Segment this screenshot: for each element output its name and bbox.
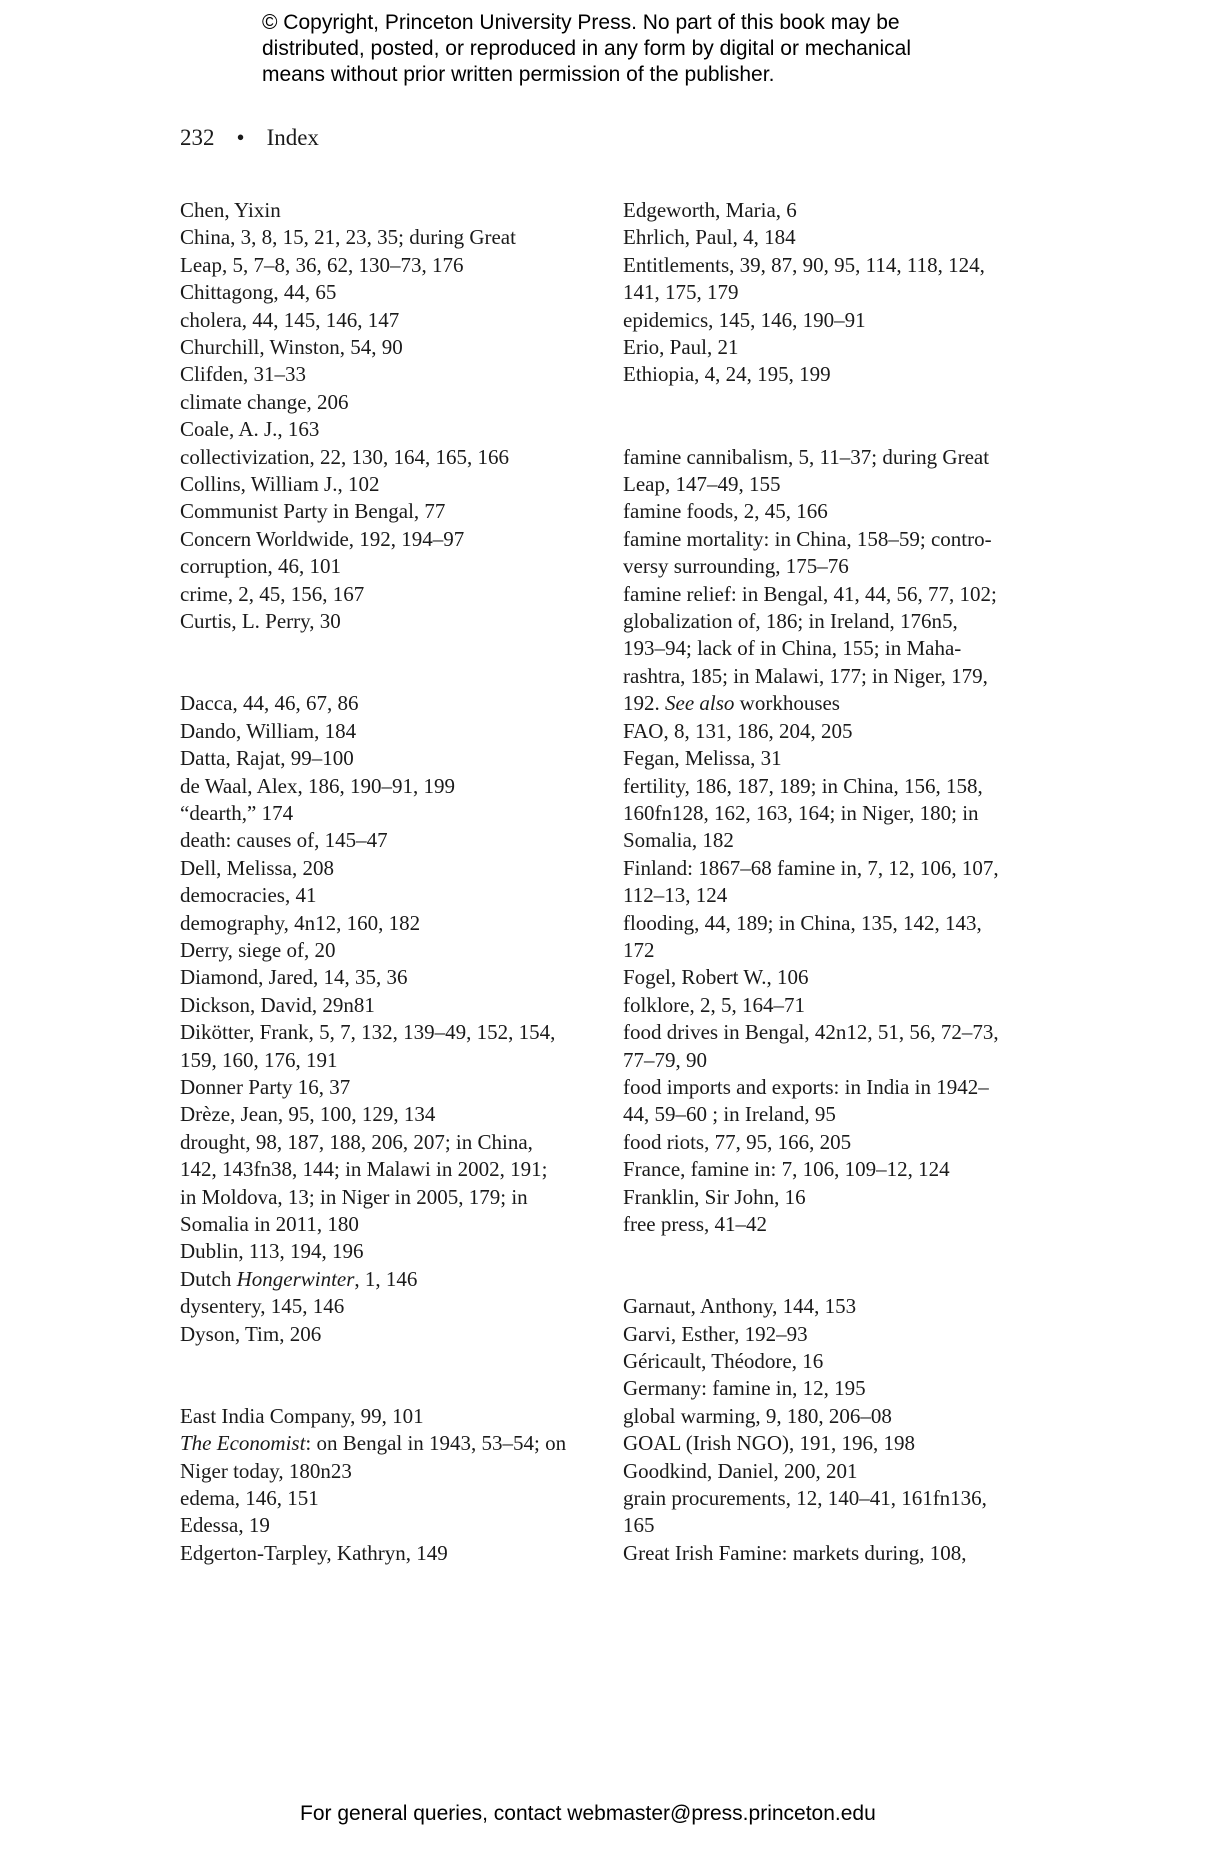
- index-entry-line: cholera, 44, 145, 146, 147: [180, 307, 400, 332]
- index-entry: [623, 910, 1053, 965]
- index-column-left: [180, 197, 600, 1567]
- index-entry: [180, 1430, 600, 1485]
- index-entry-line: famine foods, 2, 45, 166: [623, 499, 828, 524]
- index-entry: [180, 1321, 600, 1348]
- index-entry: [623, 992, 1053, 1019]
- index-entry-line: globalization of, 186; in Ireland, 176n5,: [623, 609, 958, 634]
- index-entry-line: Curtis, L. Perry, 30: [180, 609, 341, 634]
- index-entry: [180, 1074, 600, 1101]
- index-entry: [180, 1266, 600, 1293]
- index-entry-line: Great Irish Famine: markets during, 108,: [623, 1540, 967, 1565]
- index-entry-line: East India Company, 99, 101: [180, 1403, 424, 1428]
- index-entry-line: Leap, 147–49, 155: [623, 472, 781, 497]
- index-entry: [180, 745, 600, 772]
- index-entry: [180, 800, 600, 827]
- index-entry-line: Diamond, Jared, 14, 35, 36: [180, 965, 408, 990]
- index-entry-line: famine mortality: in China, 158–59; contro-: [623, 526, 992, 551]
- index-entry: [180, 882, 600, 909]
- index-entry: [623, 1348, 1053, 1375]
- index-entry: [623, 197, 1053, 224]
- letter-gap: [180, 636, 600, 691]
- index-entry: [180, 224, 600, 279]
- index-entry-line: Franklin, Sir John, 16: [623, 1184, 806, 1209]
- index-entry: [180, 361, 600, 388]
- index-entry-line: Niger today, 180n23: [180, 1458, 352, 1483]
- index-column-right: [623, 197, 1053, 1567]
- index-entry-line: versy surrounding, 175–76: [623, 554, 849, 579]
- entry-text: 192.: [623, 691, 665, 716]
- index-entry: [180, 1101, 600, 1128]
- index-entry: [623, 855, 1053, 910]
- index-entry: [623, 1375, 1053, 1402]
- index-entry: [623, 444, 1053, 499]
- index-entry-line: Edessa, 19: [180, 1513, 270, 1538]
- index-entry: [180, 964, 600, 991]
- index-entry-line: Chittagong, 44, 65: [180, 280, 337, 305]
- index-entry-line: food imports and exports: in India in 1942–: [623, 1074, 989, 1099]
- index-entry-line: [623, 690, 1053, 717]
- index-entry-line: corruption, 46, 101: [180, 554, 341, 579]
- entry-text: Dutch: [180, 1266, 237, 1291]
- index-entry: [623, 1211, 1053, 1238]
- entry-italic-text: See also: [665, 691, 735, 716]
- entry-italic-text: Hongerwinter: [236, 1266, 355, 1291]
- index-entry: [623, 224, 1053, 251]
- index-entry: [623, 1293, 1053, 1320]
- index-entry-line: Leap, 5, 7–8, 36, 62, 130–73, 176: [180, 252, 464, 277]
- index-entry-line: “dearth,” 174: [180, 800, 294, 825]
- entry-text: : on Bengal in 1943, 53–54; on: [305, 1431, 567, 1456]
- index-entry-line: dysentery, 145, 146: [180, 1294, 345, 1319]
- index-entry: [623, 1156, 1053, 1183]
- index-entry-line: collectivization, 22, 130, 164, 165, 166: [180, 444, 509, 469]
- index-entry-line: rashtra, 185; in Malawi, 177; in Niger, 179,: [623, 663, 988, 688]
- index-entry-line: [180, 1430, 600, 1457]
- index-entry: [180, 855, 600, 882]
- index-entry-line: Datta, Rajat, 99–100: [180, 746, 354, 771]
- index-entry: [623, 1129, 1053, 1156]
- index-entry: [180, 553, 600, 580]
- section-title: Index: [266, 125, 319, 150]
- entry-text: workhouses: [734, 691, 840, 716]
- index-entry-line: China, 3, 8, 15, 21, 23, 35; during Great: [180, 225, 516, 250]
- index-entry: [180, 910, 600, 937]
- index-entry: [623, 1430, 1053, 1457]
- index-entry-line: Géricault, Théodore, 16: [623, 1349, 824, 1374]
- index-entry: [623, 1074, 1053, 1129]
- index-entry-line: Fogel, Robert W., 106: [623, 965, 809, 990]
- index-entry: [180, 827, 600, 854]
- index-entry: [180, 444, 600, 471]
- index-entry-line: Erio, Paul, 21: [623, 335, 739, 360]
- index-entry: [180, 1403, 600, 1430]
- index-entry-line: Dacca, 44, 46, 67, 86: [180, 691, 359, 716]
- index-entry: [180, 718, 600, 745]
- index-entry: [180, 1019, 600, 1074]
- index-entry: [623, 1403, 1053, 1430]
- copyright-line: means without prior written permission of the publisher.: [262, 63, 775, 86]
- index-entry-line: Edgerton-Tarpley, Kathryn, 149: [180, 1540, 448, 1565]
- index-entry-line: Drèze, Jean, 95, 100, 129, 134: [180, 1102, 436, 1127]
- index-entry-line: Communist Party in Bengal, 77: [180, 499, 446, 524]
- index-entry-line: 142, 143fn38, 144; in Malawi in 2002, 191;: [180, 1157, 548, 1182]
- index-entry-line: democracies, 41: [180, 883, 317, 908]
- index-entry: [623, 307, 1053, 334]
- index-entry-line: grain procurements, 12, 140–41, 161fn136,: [623, 1486, 987, 1511]
- index-entry: [180, 773, 600, 800]
- index-entry-line: Ethiopia, 4, 24, 195, 199: [623, 362, 831, 387]
- index-entry-line: food riots, 77, 95, 166, 205: [623, 1129, 852, 1154]
- entry-text: , 1, 146: [354, 1266, 418, 1291]
- footer-contact: For general queries, contact webmaster@press.princeton.edu: [300, 1802, 876, 1825]
- index-entry: [623, 526, 1053, 581]
- index-entry-line: 112–13, 124: [623, 883, 728, 908]
- index-entry: [623, 1019, 1053, 1074]
- index-entry-line: Somalia, 182: [623, 828, 734, 853]
- index-entry-line: famine relief: in Bengal, 41, 44, 56, 77, 102;: [623, 581, 997, 606]
- index-entry: [623, 334, 1053, 361]
- index-entry: [180, 1129, 600, 1239]
- index-entry: [180, 690, 600, 717]
- index-entry: [623, 964, 1053, 991]
- index-entry: [623, 1321, 1053, 1348]
- index-entry: [623, 252, 1053, 307]
- index-entry-line: Collins, William J., 102: [180, 472, 380, 497]
- index-entry-line: Dyson, Tim, 206: [180, 1321, 322, 1346]
- index-entry-line: 172: [623, 937, 655, 962]
- index-entry-line: Clifden, 31–33: [180, 362, 306, 387]
- index-entry: [180, 307, 600, 334]
- index-entry-line: demography, 4n12, 160, 182: [180, 910, 421, 935]
- index-entry-line: 160fn128, 162, 163, 164; in Niger, 180; in: [623, 800, 979, 825]
- index-entry: [623, 498, 1053, 525]
- index-entry: [623, 1458, 1053, 1485]
- index-entry-line: Dublin, 113, 194, 196: [180, 1239, 364, 1264]
- index-entry-line: Entitlements, 39, 87, 90, 95, 114, 118, 124,: [623, 252, 985, 277]
- index-entry: [180, 416, 600, 443]
- index-entry-line: Ehrlich, Paul, 4, 184: [623, 225, 796, 250]
- index-entry-line: 159, 160, 176, 191: [180, 1047, 338, 1072]
- index-entry-line: 193–94; lack of in China, 155; in Maha-: [623, 636, 962, 661]
- index-entry-line: drought, 98, 187, 188, 206, 207; in China,: [180, 1129, 533, 1154]
- index-entry-line: Concern Worldwide, 192, 194–97: [180, 526, 465, 551]
- index-entry-line: Dando, William, 184: [180, 718, 357, 743]
- index-entry-line: de Waal, Alex, 186, 190–91, 199: [180, 773, 455, 798]
- index-entry: [623, 1184, 1053, 1211]
- index-entry-line: Donner Party 16, 37: [180, 1074, 351, 1099]
- index-entry-line: edema, 146, 151: [180, 1486, 319, 1511]
- index-entry-line: Finland: 1867–68 famine in, 7, 12, 106, 107,: [623, 855, 999, 880]
- index-entry-line: [180, 1266, 600, 1293]
- index-entry-line: flooding, 44, 189; in China, 135, 142, 143,: [623, 910, 982, 935]
- index-entry-line: Garvi, Esther, 192–93: [623, 1321, 808, 1346]
- index-entry-line: Edgeworth, Maria, 6: [623, 198, 797, 222]
- index-entry-line: 44, 59–60 ; in Ireland, 95: [623, 1102, 836, 1127]
- bullet-separator: •: [236, 125, 245, 150]
- entry-italic-text: The Economist: [180, 1431, 306, 1456]
- letter-gap: [180, 1348, 600, 1403]
- letter-gap: [623, 1238, 1053, 1293]
- index-entry-line: Goodkind, Daniel, 200, 201: [623, 1458, 858, 1483]
- index-entry: [180, 608, 600, 635]
- index-entry-line: global warming, 9, 180, 206–08: [623, 1403, 892, 1428]
- index-entry: [180, 937, 600, 964]
- index-entry: [623, 1485, 1053, 1540]
- index-entry: [623, 745, 1053, 772]
- index-entry-line: Chen, Yixin: [180, 198, 281, 222]
- index-entry-line: folklore, 2, 5, 164–71: [623, 992, 805, 1017]
- page-number: 232: [180, 125, 215, 150]
- index-entry: [623, 361, 1053, 388]
- index-entry-line: Dikötter, Frank, 5, 7, 132, 139–49, 152, 154,: [180, 1020, 556, 1045]
- index-entry-line: free press, 41–42: [623, 1212, 768, 1237]
- index-entry-line: 77–79, 90: [623, 1047, 707, 1072]
- index-entry: [180, 1293, 600, 1320]
- index-entry-line: Fegan, Melissa, 31: [623, 746, 782, 771]
- index-entry-line: Churchill, Winston, 54, 90: [180, 335, 403, 360]
- index-entry-line: 165: [623, 1513, 655, 1538]
- index-entry: [180, 1540, 600, 1567]
- index-entry-line: Somalia in 2011, 180: [180, 1212, 359, 1237]
- index-entry-line: Derry, siege of, 20: [180, 937, 336, 962]
- index-entry: [623, 581, 1053, 718]
- index-entry: [180, 389, 600, 416]
- index-entry-line: Germany: famine in, 12, 195: [623, 1376, 866, 1401]
- index-entry: [623, 773, 1053, 855]
- index-entry: [180, 992, 600, 1019]
- index-entry: [623, 718, 1053, 745]
- index-entry: [180, 471, 600, 498]
- copyright-line: distributed, posted, or reproduced in any form by digital or mechanical: [262, 37, 912, 60]
- index-entry: [180, 279, 600, 306]
- letter-gap: [623, 389, 1053, 444]
- index-entry-line: food drives in Bengal, 42n12, 51, 56, 72–73,: [623, 1020, 999, 1045]
- index-entry-line: 141, 175, 179: [623, 280, 739, 305]
- copyright-notice: [262, 10, 1022, 88]
- index-entry: [180, 334, 600, 361]
- index-entry-line: Dickson, David, 29n81: [180, 992, 375, 1017]
- index-entry: [180, 526, 600, 553]
- index-entry-line: GOAL (Irish NGO), 191, 196, 198: [623, 1431, 916, 1456]
- index-entry: [180, 1485, 600, 1512]
- index-entry-line: in Moldova, 13; in Niger in 2005, 179; in: [180, 1184, 528, 1209]
- index-entry: [180, 1238, 600, 1265]
- index-entry-line: epidemics, 145, 146, 190–91: [623, 307, 866, 332]
- index-entry-line: crime, 2, 45, 156, 167: [180, 581, 365, 606]
- index-entry-line: death: causes of, 145–47: [180, 828, 388, 853]
- index-entry-line: Garnaut, Anthony, 144, 153: [623, 1294, 857, 1319]
- index-entry: [180, 197, 600, 224]
- copyright-line: © Copyright, Princeton University Press. No part of this book may be: [262, 11, 900, 34]
- index-entry: [180, 581, 600, 608]
- running-head: [180, 124, 319, 152]
- index-entry-line: famine cannibalism, 5, 11–37; during Great: [623, 444, 990, 469]
- index-entry-line: Coale, A. J., 163: [180, 417, 320, 442]
- index-entry: [623, 1540, 1053, 1567]
- index-entry-line: Dell, Melissa, 208: [180, 855, 334, 880]
- index-entry-line: FAO, 8, 131, 186, 204, 205: [623, 718, 853, 743]
- index-entry-line: fertility, 186, 187, 189; in China, 156, 158,: [623, 773, 983, 798]
- index-entry-line: climate change, 206: [180, 389, 349, 414]
- index-entry: [180, 1512, 600, 1539]
- index-entry: [180, 498, 600, 525]
- index-entry-line: France, famine in: 7, 106, 109–12, 124: [623, 1157, 950, 1182]
